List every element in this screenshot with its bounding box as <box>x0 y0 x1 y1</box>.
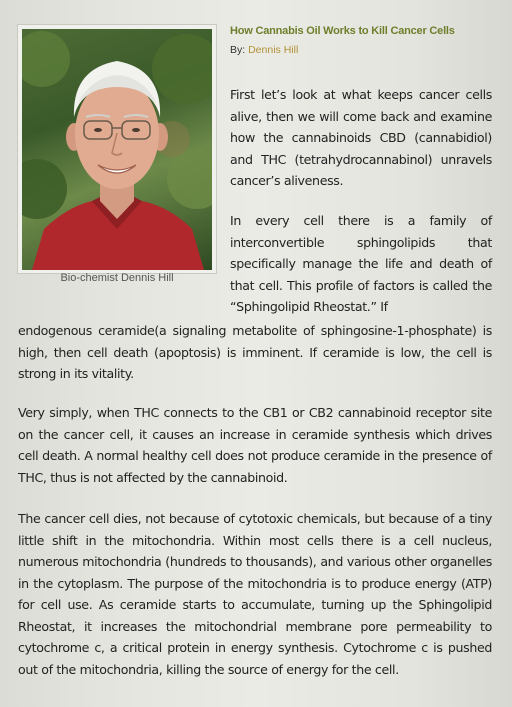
author-photo-frame <box>17 24 217 274</box>
byline-prefix: By: <box>230 44 246 56</box>
author-photo <box>22 29 212 270</box>
paragraph-thc-receptor: Very simply, when THC connects to the CB1 or CB2 cannabinoid receptor site on the cancer cell, it causes an increase in ceramide synthesis which drives cell death. A normal healthy cell does not produce ceramide in the presence of THC, thus is not affected by the cannabinoid. <box>18 405 492 485</box>
article-title[interactable]: How Cannabis Oil Works to Kill Cancer Cells <box>230 25 455 37</box>
author-link[interactable]: Dennis Hill <box>248 44 299 56</box>
byline <box>230 44 298 56</box>
paragraph-mitochondria: The cancer cell dies, not because of cytotoxic chemicals, but because of a tiny little shift in the mitochondria. Within most cells there is a cell nucleus, numerous mitochondria (hundreds to thousands), and various other organelles in the cytoplasm. The purpose of the mitochondria is to produce energy (ATP) for cell use. As ceramide starts to accumulate, turning up the Sphingolipid Rheostat, it increases the mitochondrial membrane pore permeability to cytochrome c, a critical protein in energy synthesis. Cytochrome c is pushed out of the mitochondria, killing the source of energy for the cell. <box>18 511 492 677</box>
author-portrait-image <box>22 29 212 270</box>
paragraph-ceramide: endogenous ceramide(a signaling metabolite of sphingosine-1-phosphate) is high, then cell death (apoptosis) is imminent. If ceramide is low, the cell is strong in its vitality. <box>18 323 492 381</box>
paragraph-intro: First let’s look at what keeps cancer cells alive, then we will come back and examine how the cannabinoids CBD (cannabidiol) and THC (tetrahydrocannabinol) unravels cancer’s aliveness. <box>230 87 492 188</box>
photo-caption: Bio-chemist Dennis Hill <box>60 272 174 284</box>
paragraph-sphingolipids: In every cell there is a family of interconvertible sphingolipids that specifically manage the life and death of that cell. This profile of factors is called the “Sphingolipid Rheostat.” If <box>230 213 492 314</box>
